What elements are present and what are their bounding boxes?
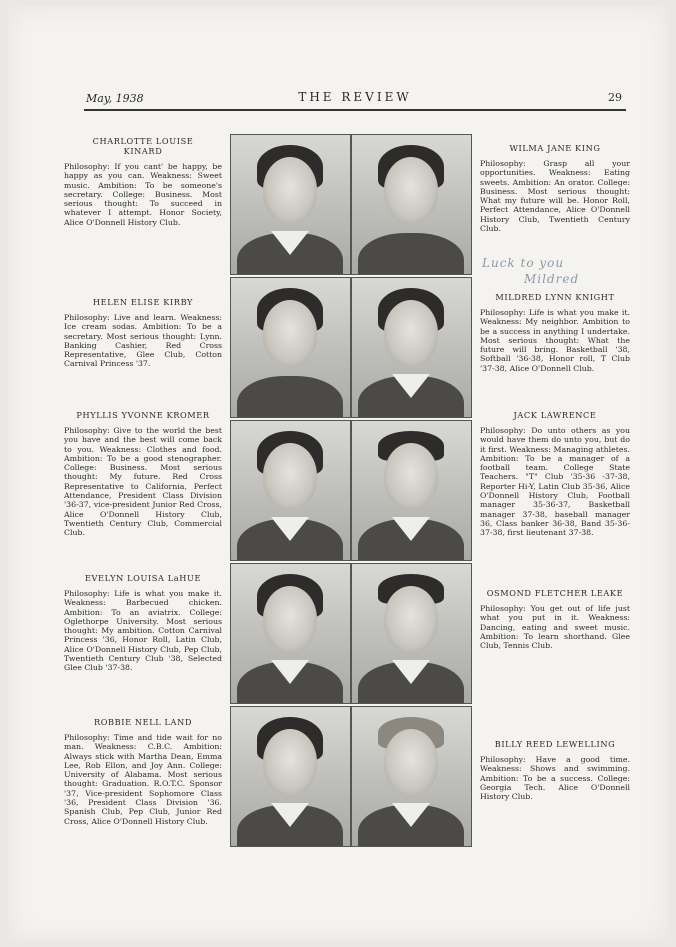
student-name: WILMA JANE KING (509, 143, 601, 153)
student-portrait (230, 420, 351, 561)
student-name: ROBBIE NELL LAND (93, 717, 193, 727)
student-portrait (230, 706, 351, 847)
student-name: CHARLOTTE LOUISE KINARD (92, 136, 194, 156)
student-name: BILLY REED LEWELLING (494, 739, 616, 749)
student-bio: Philosophy: If you cant' be happy, be happy as you can. Weakness: Sweet music. Ambition: To be someone's secretary. College: Business. Most serious thought: To succeed in whatever I attempt. Honor Society, Alice O'Donnell History Club. (64, 162, 222, 227)
yearbook-page (8, 6, 668, 941)
student-entry (480, 739, 630, 801)
student-bio: Philosophy: Life is what you make it. Weakness: My neighbor. Ambition to be a success in anything I undertake. Most serious thought: What the future will bring. Basketball '38, Softball '36-38, Honor roll, T Club '37-38, Alice O'Donnell Club. (480, 308, 630, 373)
handwritten-note (482, 256, 564, 270)
student-name: MILDRED LYNN KNIGHT (495, 292, 615, 302)
student-bio: Philosophy: Grasp all your opportunities. Weakness: Eating sweets. Ambition: An orator. College: Business. Most serious thought: What my future will be. Honor Roll, Perfect Attendance, Alice O'Donnell History Club, Twentieth Century Club. (480, 159, 630, 234)
student-portrait (230, 563, 351, 704)
student-bio: Philosophy: Have a good time. Weakness: Shows and swimming. Ambition: To be a success. College: Georgia Tech. Alice O'Donnell History Club. (480, 755, 630, 802)
student-name: EVELYN LOUISA LaHUE (84, 573, 202, 583)
handwritten-note-line: Luck to you (482, 256, 565, 270)
student-bio: Philosophy: You get out of life just what you put in it. Weakness: Dancing, eating and sweet music. Ambition: To learn shorthand. Glee Club, Tennis Club. (480, 604, 630, 651)
student-entry (480, 292, 630, 373)
student-entry (64, 410, 222, 538)
student-entry (64, 297, 222, 369)
student-name: JACK LAWRENCE (513, 410, 597, 420)
student-entry (64, 717, 222, 826)
student-bio: Philosophy: Time and tide wait for no man. Weakness: C.B.C. Ambition: Always stick with Martha Dean, Emma Lee, Rob Ellon, and Joy Ann. College: University of Alabama. Most serious thought: Graduation. R.O.T.C. Sponsor '37, Vice-president Sophomore Class '36, President Class Division '36. Spanish Club, Pep Club, Junior Red Cross, Alice O'Donnell History Club. (64, 733, 222, 826)
student-entry (480, 410, 630, 538)
student-portrait (230, 134, 351, 275)
student-name: HELEN ELISE KIRBY (92, 297, 194, 307)
student-entry (64, 136, 222, 227)
student-portrait (351, 277, 472, 418)
student-entry (64, 573, 222, 673)
student-entry (480, 588, 630, 650)
student-portrait (351, 134, 472, 275)
handwritten-signature (524, 272, 579, 286)
handwritten-note-line: Mildred (524, 272, 580, 286)
page-header (84, 89, 626, 111)
student-bio: Philosophy: Life is what you make it. Weakness: Barbecued chicken. Ambition: To an aviatrix. College: Oglethorpe University. Most serious thought: My ambition. Cotton Carnival Princess '36, Honor Roll, Latin Club, Alice O'Donnell History Club, Pep Club, Twentieth Century Club '38, Selected Glee Club '37-38. (64, 589, 222, 673)
student-portrait (351, 706, 472, 847)
publication-title: THE REVIEW (298, 90, 412, 104)
page-number: 29 (608, 91, 622, 104)
student-bio: Philosophy: Give to the world the best you have and the best will come back to you. Weakness: Clothes and food. Ambition: To be a good stenographer. College: Business. Most serious thought: My future. Red Cross Representative to California, Perfect Attendance, President Class Division '36-37, vice-president Junior Red Cross, Alice O'Donnell History Club, Twentieth Century Club, Commercial Club. (64, 426, 222, 538)
issue-date: May, 1938 (86, 92, 144, 105)
student-name: PHYLLIS YVONNE KROMER (76, 410, 210, 420)
student-portrait (351, 420, 472, 561)
student-portrait (351, 563, 472, 704)
student-name: OSMOND FLETCHER LEAKE (486, 588, 624, 598)
student-bio: Philosophy: Live and learn. Weakness: Ice cream sodas. Ambition: To be a secretary. Most serious thought: Lynn. Banking Cashier, Red Cross Representative, Glee Club, Cotton Carnival Princess '37. (64, 313, 222, 369)
student-portrait (230, 277, 351, 418)
student-entry (480, 143, 630, 233)
student-bio: Philosophy: Do unto others as you would have them do unto you, but do it first. Weakness: Managing athletes. Ambition: To be a manager of a football team. College State Teachers. "T" Club '35-36 -37-38, Reporter Hi-Y, Latin Club 35-36, Alice O'Donnell History Club, Football manager 35-36-37, Basketball manager 37-38, baseball manager 36, Class banker 36-38, Band 35-36-37-38, first lieutenant 37-38. (480, 426, 630, 538)
